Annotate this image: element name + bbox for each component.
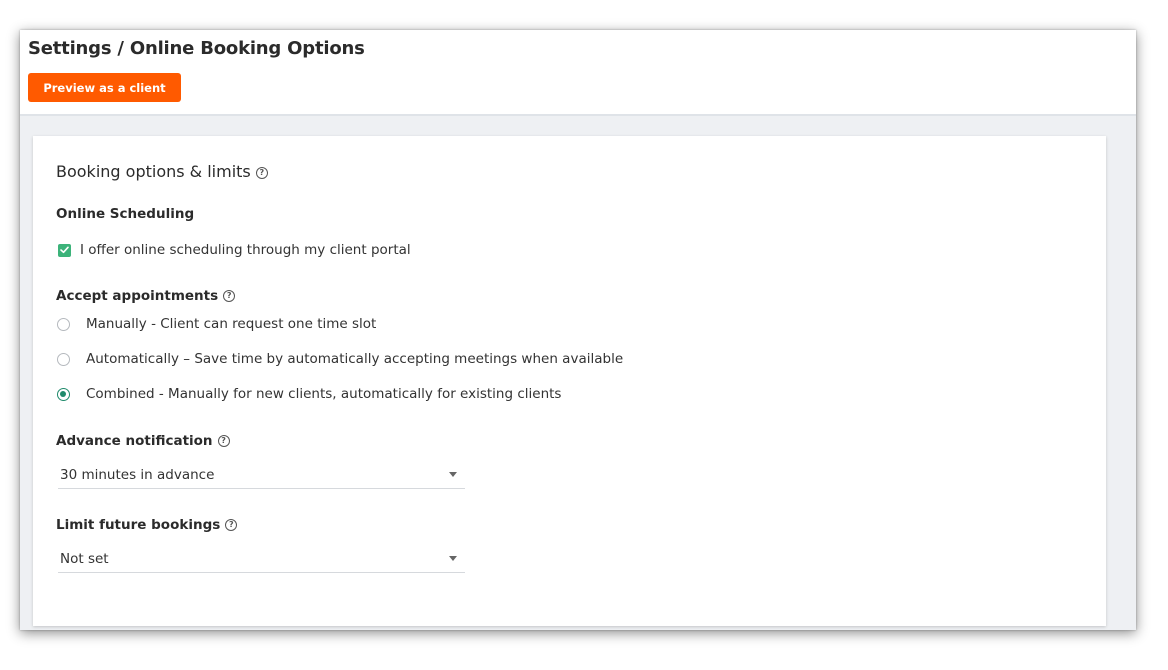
limit-future-bookings-select[interactable] <box>58 545 465 573</box>
radio-option-manually[interactable] <box>56 316 376 332</box>
help-icon[interactable]: ? <box>218 435 230 447</box>
section-title-text: Booking options & limits <box>56 162 251 181</box>
app-window <box>20 30 1136 630</box>
advance-notification-value: 30 minutes in advance <box>60 467 215 483</box>
online-scheduling-checkbox[interactable] <box>58 244 71 257</box>
advance-notification-select[interactable] <box>58 461 465 489</box>
help-icon[interactable]: ? <box>223 290 235 302</box>
limit-future-bookings-label <box>56 517 237 533</box>
accept-appointments-label-text: Accept appointments <box>56 288 219 304</box>
help-icon[interactable]: ? <box>256 167 268 179</box>
accept-appointments-label <box>56 288 235 304</box>
radio-manually[interactable] <box>57 318 70 331</box>
page-header <box>20 30 1136 116</box>
radio-option-combined[interactable] <box>56 386 561 402</box>
page-title: Settings / Online Booking Options <box>28 38 365 59</box>
section-title <box>56 162 268 181</box>
booking-options-card <box>33 136 1106 626</box>
radio-automatically-label: Automatically – Save time by automatically accepting meetings when available <box>86 351 624 367</box>
online-scheduling-label: Online Scheduling <box>56 206 195 222</box>
radio-option-automatically[interactable] <box>56 351 623 367</box>
radio-manually-label: Manually - Client can request one time slot <box>86 316 377 332</box>
online-scheduling-checkbox-label: I offer online scheduling through my client portal <box>80 242 411 258</box>
caret-down-icon <box>449 472 457 477</box>
check-icon <box>60 246 69 254</box>
limit-future-bookings-value: Not set <box>60 551 109 567</box>
radio-automatically[interactable] <box>57 353 70 366</box>
caret-down-icon <box>449 556 457 561</box>
advance-notification-label-text: Advance notification <box>56 433 213 449</box>
help-icon[interactable]: ? <box>225 519 237 531</box>
online-scheduling-checkbox-row[interactable] <box>56 242 411 258</box>
radio-combined-label: Combined - Manually for new clients, automatically for existing clients <box>86 386 562 402</box>
preview-as-client-button[interactable]: Preview as a client <box>28 73 181 102</box>
radio-combined[interactable] <box>57 388 70 401</box>
advance-notification-label <box>56 433 230 449</box>
limit-future-bookings-label-text: Limit future bookings <box>56 517 221 533</box>
